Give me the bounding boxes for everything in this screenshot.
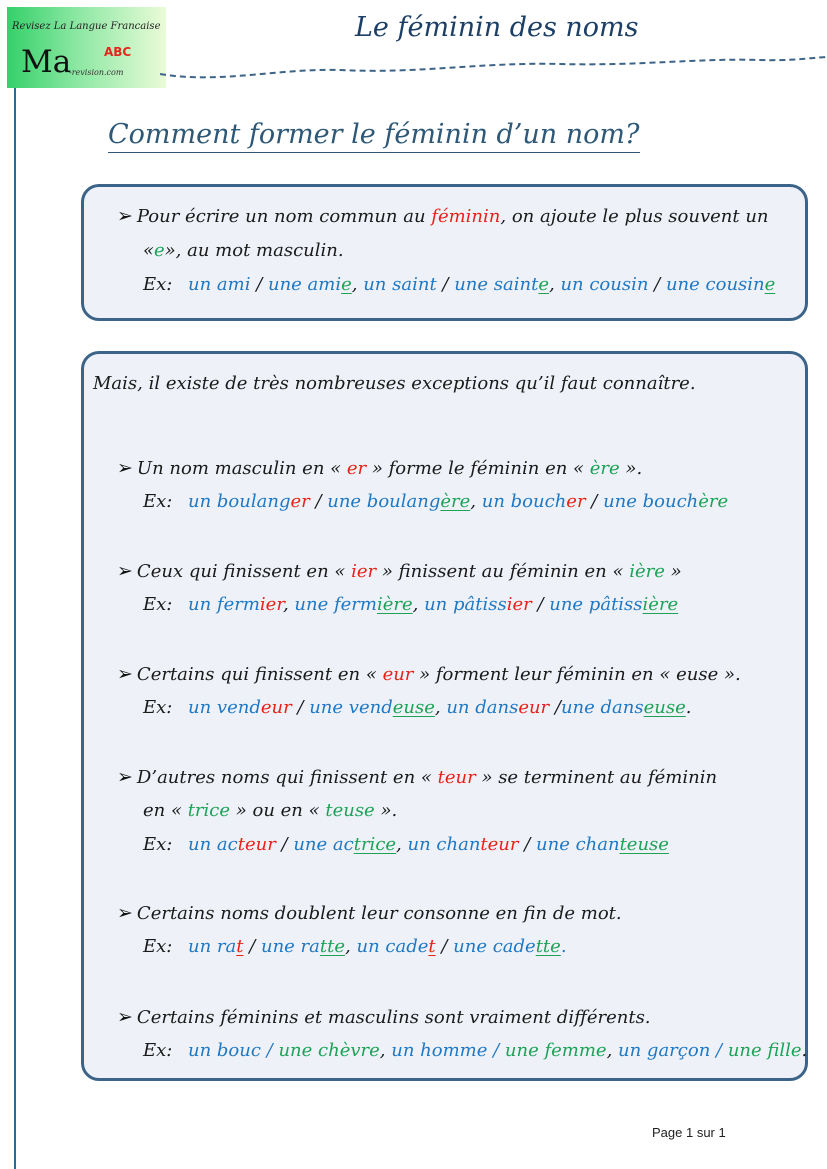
example-label: Ex: <box>143 594 173 615</box>
example-label: Ex: <box>143 936 173 957</box>
word: un dans <box>446 697 519 718</box>
arrow-bullet-icon: ➢ <box>117 457 133 479</box>
word-ending: ière <box>376 594 413 615</box>
document-title: Le féminin des noms <box>355 12 639 43</box>
word: un ac <box>188 834 238 855</box>
ending-fem: ère <box>589 458 620 479</box>
text: » se terminent au féminin <box>475 767 718 788</box>
word-ending: t <box>236 936 244 957</box>
word-ending: e <box>538 274 549 295</box>
word-ending: ière <box>642 594 679 615</box>
exceptions-intro: Mais, il existe de très nombreuses exceptions qu’il faut connaître. <box>93 373 696 394</box>
text: » forment leur féminin en « euse ». <box>413 664 741 685</box>
ending-fem: ière <box>629 561 665 582</box>
text: », au mot masculin. <box>164 240 344 261</box>
word: une cade <box>453 936 536 957</box>
word: une ac <box>293 834 354 855</box>
word-ending: euse <box>643 697 686 718</box>
word-ending: tte <box>319 936 346 957</box>
text: « <box>143 240 155 261</box>
word: une cousin <box>665 274 765 295</box>
word-ending: eur <box>260 697 292 718</box>
left-margin-line <box>14 88 16 1169</box>
word: une femme <box>504 1040 607 1061</box>
word: une vend <box>309 697 393 718</box>
word: un chan <box>407 834 481 855</box>
ending-masc: eur <box>382 664 414 685</box>
example-label: Ex: <box>143 697 173 718</box>
word: un bouc <box>188 1040 261 1061</box>
word: une dans <box>560 697 644 718</box>
rule-er-example: Ex: un boulanger / une boulangère, un boucher / une bouchère <box>143 491 729 512</box>
rule-teur <box>117 765 717 790</box>
logo-tagline: Revisez La Langue Francaise <box>12 21 161 32</box>
word-ending: teur <box>480 834 519 855</box>
general-rule-line-1 <box>117 204 769 229</box>
text: Ceux qui finissent en « <box>136 561 352 582</box>
word-ending: trice <box>353 834 397 855</box>
rule-teur-line-2 <box>143 799 397 823</box>
text: D’autres noms qui finissent en « <box>136 767 438 788</box>
logo-subtitle: -revision.com <box>69 68 124 77</box>
general-rule-line-2 <box>143 239 344 263</box>
word: une chèvre <box>278 1040 380 1061</box>
ending-masc: teur <box>437 767 476 788</box>
arrow-bullet-icon: ➢ <box>117 902 133 924</box>
ending-fem: teuse <box>325 800 375 821</box>
word: un garçon <box>618 1040 711 1061</box>
text: Certains féminins et masculins sont vraiment différents. <box>136 1007 651 1028</box>
ending-masc: er <box>346 458 367 479</box>
rule-eur-example: Ex: un vendeur / une vendeuse, un danseur /une danseuse. <box>143 697 692 718</box>
word: un saint <box>363 274 437 295</box>
word: une ra <box>261 936 320 957</box>
word: une saint <box>454 274 539 295</box>
word: un bouch <box>481 491 567 512</box>
example-label: Ex: <box>143 491 173 512</box>
rule-ier-example: Ex: un fermier, une fermière, un pâtissier / une pâtissière <box>143 594 679 615</box>
section-title: Comment former le féminin d’un nom? <box>108 118 640 153</box>
logo-abc: ABC <box>104 45 132 59</box>
word-ending: e <box>764 274 776 295</box>
word: une ami <box>267 274 342 295</box>
ending-fem: trice <box>187 800 231 821</box>
word: un pâtiss <box>424 594 507 615</box>
word-ending: ère <box>440 491 471 512</box>
word: une fille <box>727 1040 802 1061</box>
ending-masc: ier <box>351 561 377 582</box>
rule-double-consonant <box>117 901 622 926</box>
text: , on ajoute le plus souvent un <box>500 206 769 227</box>
text: Certains noms doublent leur consonne en fin de mot. <box>136 903 622 924</box>
text: Un nom masculin en « <box>136 458 347 479</box>
arrow-bullet-icon: ➢ <box>117 205 133 227</box>
example-label: Ex: <box>143 274 173 295</box>
word-ending: euse <box>392 697 435 718</box>
text: » ou en « <box>230 800 326 821</box>
word: un vend <box>188 697 261 718</box>
logo-ma: Ma <box>21 44 72 80</box>
page-number: Page 1 sur 1 <box>652 1125 726 1140</box>
arrow-bullet-icon: ➢ <box>117 1006 133 1028</box>
word-ending: teur <box>237 834 276 855</box>
text: ». <box>374 800 398 821</box>
word-ending: er <box>290 491 310 512</box>
word: une boulang <box>327 491 441 512</box>
word: un cade <box>356 936 429 957</box>
word: un ra <box>188 936 237 957</box>
word-ending: teuse <box>619 834 669 855</box>
text: Certains qui finissent en « <box>136 664 383 685</box>
word: un homme <box>391 1040 488 1061</box>
text: » <box>664 561 682 582</box>
word: un ami <box>188 274 251 295</box>
word: un boulang <box>188 491 291 512</box>
rule-different-example: Ex: un bouc / une chèvre, un homme / une femme, un garçon / une fille. <box>143 1040 808 1061</box>
text: » forme le féminin en « <box>366 458 590 479</box>
arrow-bullet-icon: ➢ <box>117 663 133 685</box>
example-label: Ex: <box>143 834 173 855</box>
arrow-bullet-icon: ➢ <box>117 766 133 788</box>
rule-eur <box>117 662 741 687</box>
text: ». <box>619 458 643 479</box>
rule-teur-example: Ex: un acteur / une actrice, un chanteur / une chanteuse <box>143 834 669 855</box>
highlight-feminin: féminin <box>431 206 501 227</box>
word: une chan <box>536 834 620 855</box>
general-rule-example: Ex: un ami / une amie, un saint / une sainte, un cousin / une cousine <box>143 274 776 295</box>
header-dashed-wave <box>160 54 827 84</box>
word-ending: t <box>428 936 436 957</box>
word-ending: eur <box>518 697 550 718</box>
rule-double-consonant-example: Ex: un rat / une ratte, un cadet / une cadette. <box>143 936 567 957</box>
word-ending: er <box>566 491 586 512</box>
word: une ferm <box>294 594 377 615</box>
word-ending: ier <box>259 594 283 615</box>
highlight-e: e <box>154 240 165 261</box>
word: une pâtiss <box>549 594 643 615</box>
rule-different <box>117 1005 651 1030</box>
word: un cousin <box>560 274 649 295</box>
word-ending: ier <box>506 594 532 615</box>
word-ending: e <box>341 274 352 295</box>
text: » finissent au féminin en « <box>376 561 630 582</box>
word: un ferm <box>188 594 260 615</box>
rule-er <box>117 456 642 481</box>
site-logo <box>7 7 166 88</box>
rule-ier <box>117 559 682 584</box>
text: Pour écrire un nom commun au <box>136 206 432 227</box>
text: en « <box>143 800 188 821</box>
arrow-bullet-icon: ➢ <box>117 560 133 582</box>
word-ending: tte <box>535 936 561 957</box>
word: une bouch <box>603 491 699 512</box>
word-ending: ère <box>698 491 729 512</box>
example-label: Ex: <box>143 1040 173 1061</box>
